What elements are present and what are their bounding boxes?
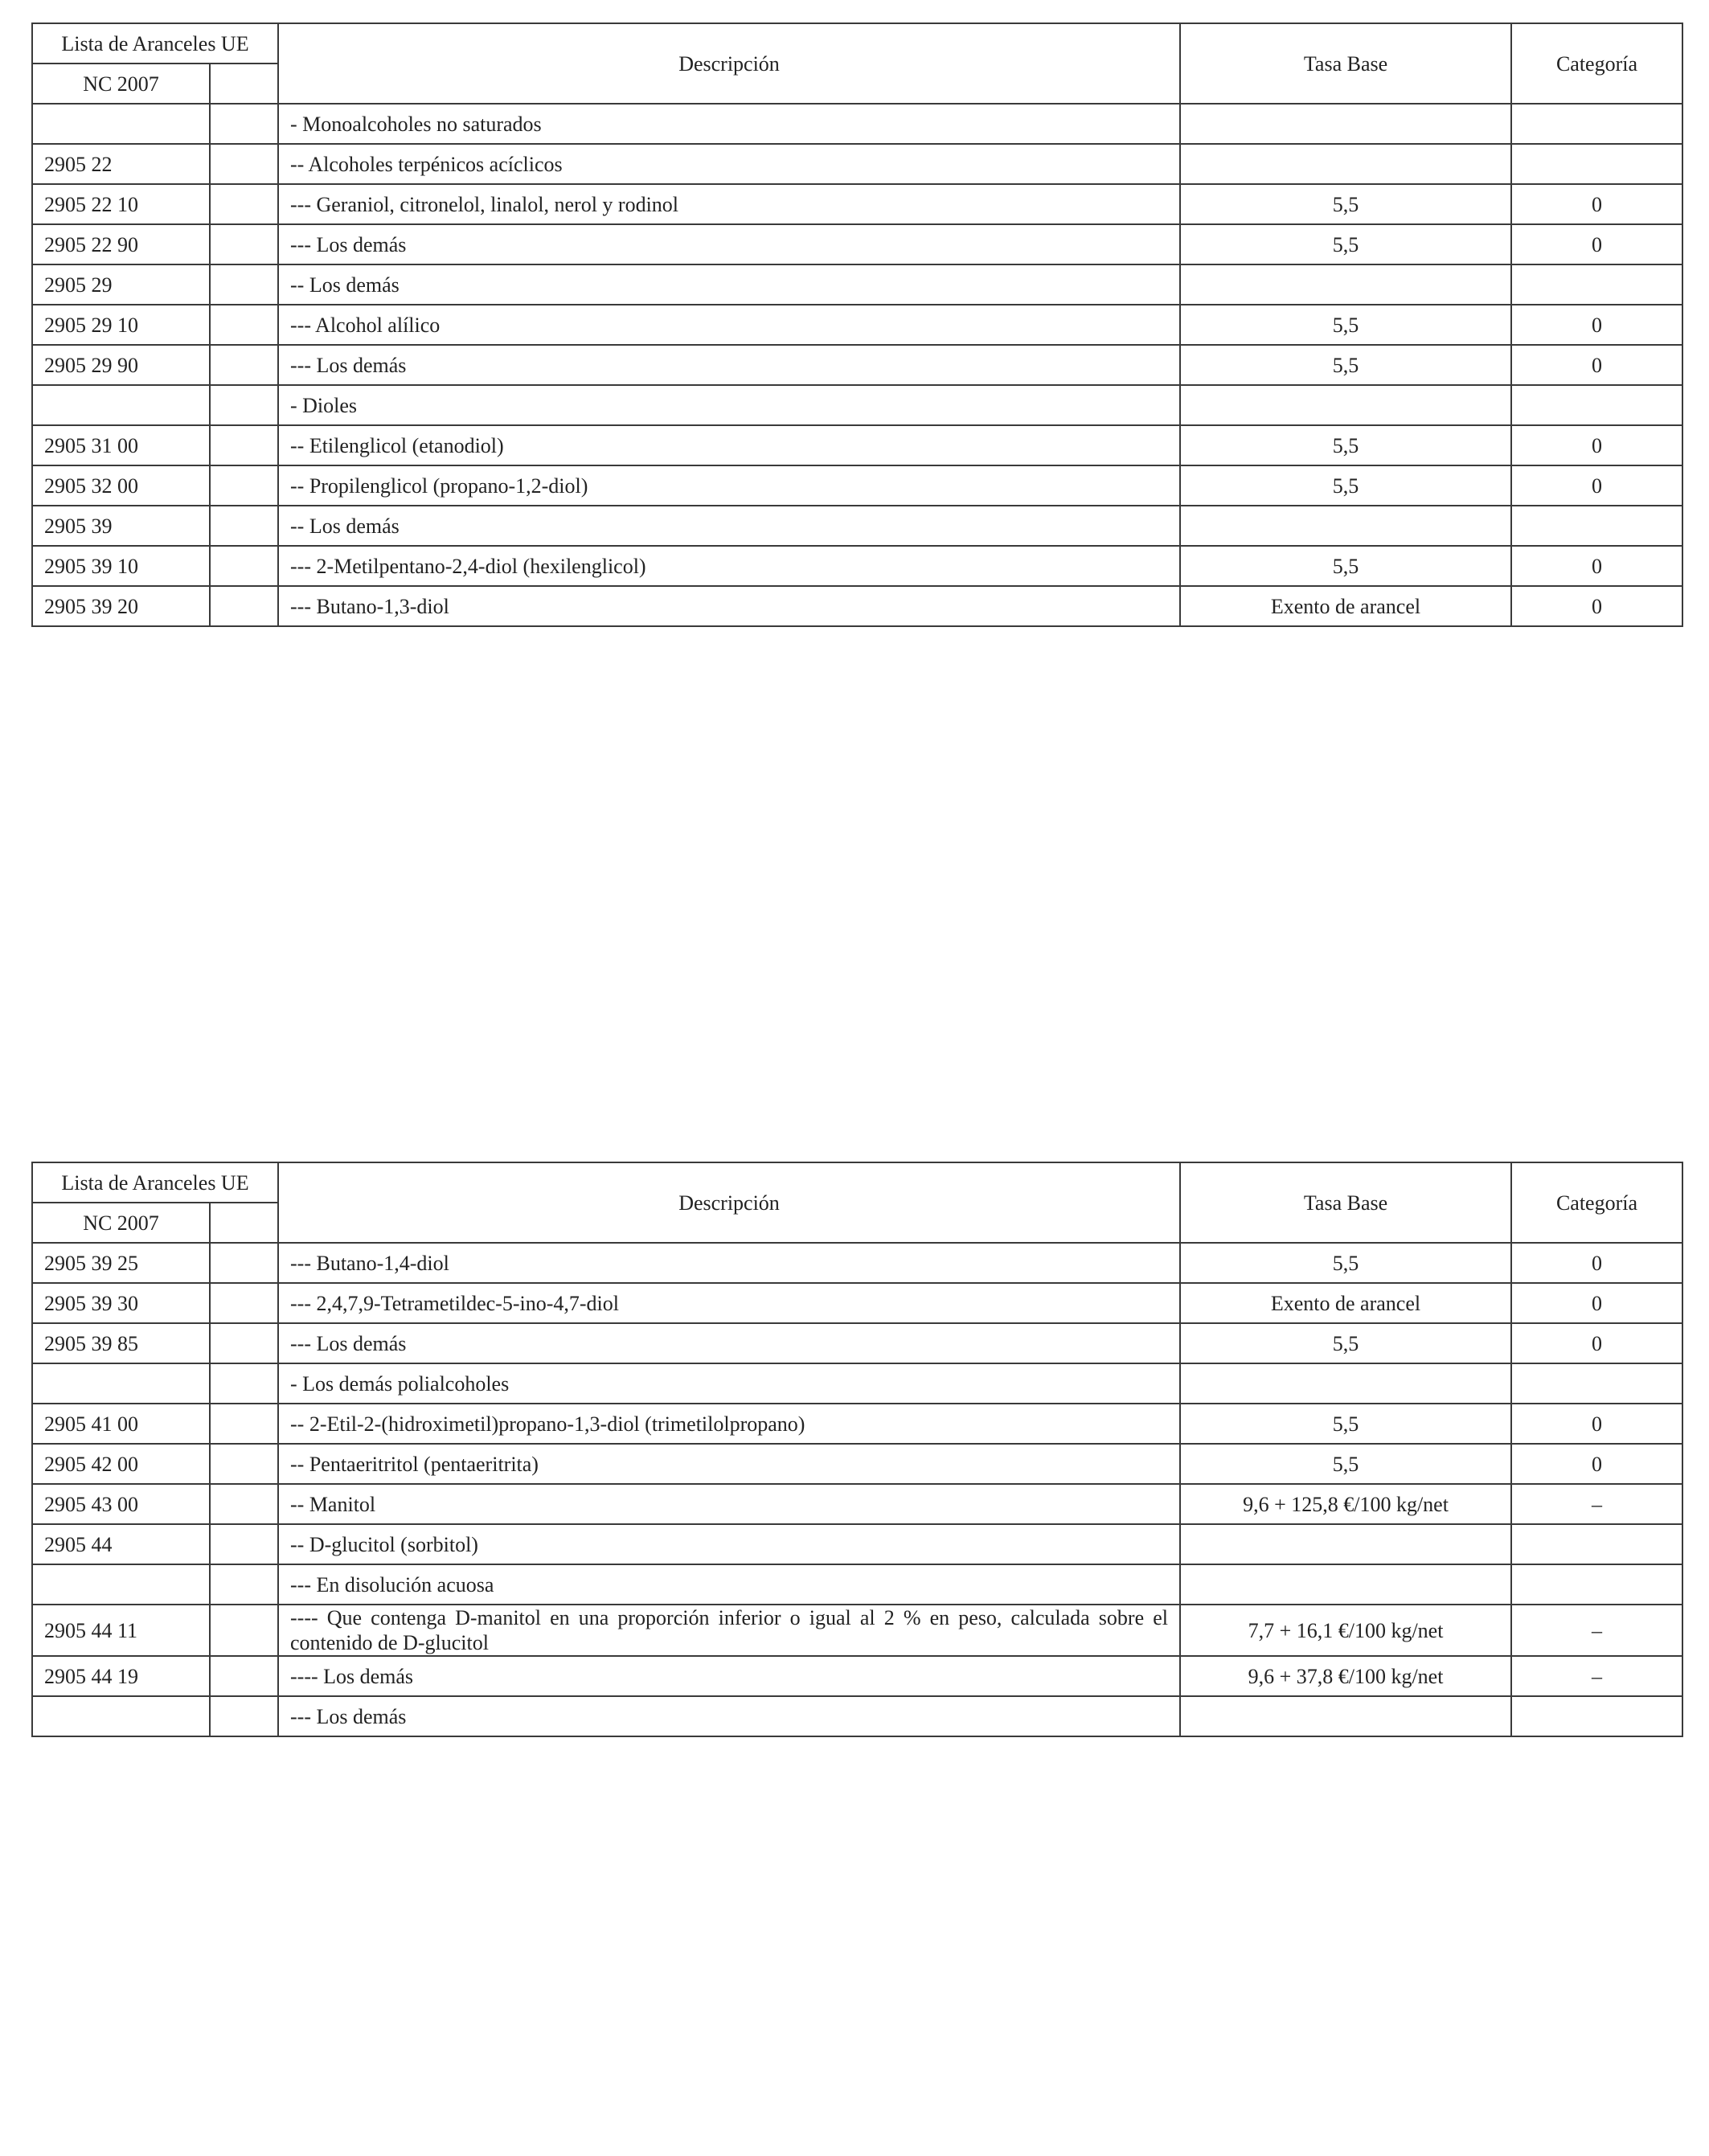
description-cell: --- Los demás [278, 1696, 1180, 1736]
tariff-code-cell: 2905 44 [32, 1524, 210, 1564]
description-cell: --- Alcohol alílico [278, 305, 1180, 345]
category-cell: 0 [1511, 1243, 1682, 1283]
base-rate-cell: 5,5 [1180, 465, 1511, 506]
description-cell: -- Etilenglicol (etanodiol) [278, 425, 1180, 465]
tariff-code-cell: 2905 39 85 [32, 1323, 210, 1363]
table-row [32, 1605, 1682, 1656]
category-cell: 0 [1511, 184, 1682, 224]
table-row [32, 425, 1682, 465]
description-cell: --- 2-Metilpentano-2,4-diol (hexilenglicol) [278, 546, 1180, 586]
table-row [32, 385, 1682, 425]
description-cell: --- Geraniol, citronelol, linalol, nerol y rodinol [278, 184, 1180, 224]
tariff-code-cell: 2905 39 20 [32, 586, 210, 626]
base-rate-cell [1180, 1564, 1511, 1605]
category-cell: 0 [1511, 425, 1682, 465]
base-rate-cell: 9,6 + 125,8 €/100 kg/net [1180, 1484, 1511, 1524]
base-rate-cell: 5,5 [1180, 1444, 1511, 1484]
category-cell: 0 [1511, 224, 1682, 264]
category-cell [1511, 1524, 1682, 1564]
description-cell: --- Los demás [278, 224, 1180, 264]
tariff-code-cell [32, 385, 210, 425]
blank-cell [210, 184, 278, 224]
base-rate-cell: 7,7 + 16,1 €/100 kg/net [1180, 1605, 1511, 1656]
description-cell: --- En disolución acuosa [278, 1564, 1180, 1605]
tariff-code-cell: 2905 22 10 [32, 184, 210, 224]
base-rate-cell: 9,6 + 37,8 €/100 kg/net [1180, 1656, 1511, 1696]
blank-cell [210, 1656, 278, 1696]
table-row [32, 305, 1682, 345]
blank-cell [210, 1696, 278, 1736]
table-row [32, 506, 1682, 546]
description-cell: --- Los demás [278, 345, 1180, 385]
base-rate-cell: 5,5 [1180, 305, 1511, 345]
base-rate-cell [1180, 506, 1511, 546]
table-row [32, 184, 1682, 224]
blank-cell [210, 425, 278, 465]
category-cell: 0 [1511, 1444, 1682, 1484]
description-cell: -- 2-Etil-2-(hidroximetil)propano-1,3-diol (trimetilolpropano) [278, 1404, 1180, 1444]
base-rate-cell: 5,5 [1180, 1323, 1511, 1363]
description-cell: ---- Que contenga D-manitol en una proporción inferior o igual al 2 % en peso, calculada sobre el contenido de D-glucitol [278, 1605, 1180, 1656]
blank-cell [210, 264, 278, 305]
category-header: Categoría [1511, 1162, 1682, 1243]
description-cell: -- Alcoholes terpénicos acíclicos [278, 144, 1180, 184]
tariff-code-cell: 2905 39 10 [32, 546, 210, 586]
tariff-code-cell: 2905 44 19 [32, 1656, 210, 1696]
category-cell: 0 [1511, 546, 1682, 586]
description-cell: --- 2,4,7,9-Tetrametildec-5-ino-4,7-diol [278, 1283, 1180, 1323]
blank-cell [210, 1444, 278, 1484]
category-cell: 0 [1511, 586, 1682, 626]
tariff-code-cell: 2905 22 90 [32, 224, 210, 264]
base-rate-cell [1180, 144, 1511, 184]
table-row [32, 1243, 1682, 1283]
tariff-code-cell [32, 104, 210, 144]
table-row [32, 1323, 1682, 1363]
blank-cell [210, 104, 278, 144]
base-rate-cell: 5,5 [1180, 425, 1511, 465]
table-row [32, 1444, 1682, 1484]
description-cell: -- Propilenglicol (propano-1,2-diol) [278, 465, 1180, 506]
base-rate-cell: 5,5 [1180, 224, 1511, 264]
base-rate-cell [1180, 1696, 1511, 1736]
nc-header: NC 2007 [32, 1203, 210, 1243]
tariff-code-cell [32, 1564, 210, 1605]
blank-cell [210, 465, 278, 506]
blank-cell [210, 1323, 278, 1363]
table-row [32, 144, 1682, 184]
tariff-code-cell [32, 1363, 210, 1404]
description-cell: -- D-glucitol (sorbitol) [278, 1524, 1180, 1564]
list-header: Lista de Aranceles UE [32, 23, 278, 64]
base-rate-cell: Exento de arancel [1180, 586, 1511, 626]
tariff-code-cell: 2905 31 00 [32, 425, 210, 465]
description-cell: - Dioles [278, 385, 1180, 425]
blank-cell [210, 1363, 278, 1404]
blank-cell [210, 506, 278, 546]
category-header: Categoría [1511, 23, 1682, 104]
base-rate-cell [1180, 264, 1511, 305]
tariff-code-cell: 2905 39 25 [32, 1243, 210, 1283]
blank-cell [210, 1243, 278, 1283]
blank-cell [210, 385, 278, 425]
description-cell: --- Butano-1,3-diol [278, 586, 1180, 626]
table-row [32, 264, 1682, 305]
blank-header-cell [210, 1203, 278, 1243]
table-row [32, 1524, 1682, 1564]
blank-cell [210, 1524, 278, 1564]
blank-header-cell [210, 64, 278, 104]
base-rate-cell: 5,5 [1180, 1243, 1511, 1283]
base-rate-cell: 5,5 [1180, 546, 1511, 586]
nc-header: NC 2007 [32, 64, 210, 104]
base-rate-cell [1180, 385, 1511, 425]
tariff-code-cell: 2905 32 00 [32, 465, 210, 506]
category-cell: – [1511, 1484, 1682, 1524]
table-row [32, 1696, 1682, 1736]
base-rate-cell: 5,5 [1180, 1404, 1511, 1444]
category-cell [1511, 144, 1682, 184]
tariff-table-2-body [32, 1162, 1682, 1736]
base-rate-cell: 5,5 [1180, 184, 1511, 224]
blank-cell [210, 224, 278, 264]
tariff-code-cell: 2905 29 90 [32, 345, 210, 385]
category-cell [1511, 1363, 1682, 1404]
tariff-code-cell: 2905 43 00 [32, 1484, 210, 1524]
table-row [32, 465, 1682, 506]
category-cell: 0 [1511, 1404, 1682, 1444]
category-cell: 0 [1511, 305, 1682, 345]
table-row [32, 1363, 1682, 1404]
tariff-table-2 [31, 1162, 1683, 1737]
category-cell [1511, 104, 1682, 144]
category-cell [1511, 1696, 1682, 1736]
description-cell: --- Butano-1,4-diol [278, 1243, 1180, 1283]
base-rate-header: Tasa Base [1180, 23, 1511, 104]
description-cell: - Los demás polialcoholes [278, 1363, 1180, 1404]
description-cell: -- Manitol [278, 1484, 1180, 1524]
table-row [32, 345, 1682, 385]
category-cell [1511, 1564, 1682, 1605]
tariff-code-cell [32, 1696, 210, 1736]
description-header: Descripción [278, 1162, 1180, 1243]
category-cell [1511, 264, 1682, 305]
category-cell [1511, 385, 1682, 425]
header-row [32, 23, 1682, 64]
category-cell: – [1511, 1605, 1682, 1656]
table-row [32, 1404, 1682, 1444]
table-row [32, 1656, 1682, 1696]
table-row [32, 104, 1682, 144]
description-cell: --- Los demás [278, 1323, 1180, 1363]
tariff-code-cell: 2905 29 10 [32, 305, 210, 345]
description-cell: - Monoalcoholes no saturados [278, 104, 1180, 144]
tariff-code-cell: 2905 42 00 [32, 1444, 210, 1484]
description-header: Descripción [278, 23, 1180, 104]
table-row [32, 1484, 1682, 1524]
category-cell [1511, 506, 1682, 546]
table-row [32, 1564, 1682, 1605]
base-rate-cell: Exento de arancel [1180, 1283, 1511, 1323]
tariff-code-cell: 2905 44 11 [32, 1605, 210, 1656]
tariff-code-cell: 2905 22 [32, 144, 210, 184]
tariff-code-cell: 2905 39 30 [32, 1283, 210, 1323]
category-cell: 0 [1511, 345, 1682, 385]
tariff-table-1 [31, 23, 1683, 627]
category-cell: 0 [1511, 1283, 1682, 1323]
table-row [32, 224, 1682, 264]
list-header: Lista de Aranceles UE [32, 1162, 278, 1203]
tariff-table-1-body [32, 23, 1682, 626]
blank-cell [210, 345, 278, 385]
description-cell: -- Los demás [278, 264, 1180, 305]
category-cell: 0 [1511, 465, 1682, 506]
blank-cell [210, 586, 278, 626]
tariff-code-cell: 2905 41 00 [32, 1404, 210, 1444]
base-rate-header: Tasa Base [1180, 1162, 1511, 1243]
table-row [32, 1283, 1682, 1323]
blank-cell [210, 1605, 278, 1656]
base-rate-cell: 5,5 [1180, 345, 1511, 385]
blank-cell [210, 1484, 278, 1524]
base-rate-cell [1180, 1363, 1511, 1404]
base-rate-cell [1180, 104, 1511, 144]
blank-cell [210, 1564, 278, 1605]
blank-cell [210, 546, 278, 586]
table-row [32, 586, 1682, 626]
blank-cell [210, 1283, 278, 1323]
table-row [32, 546, 1682, 586]
blank-cell [210, 305, 278, 345]
category-cell: 0 [1511, 1323, 1682, 1363]
category-cell: – [1511, 1656, 1682, 1696]
description-cell: -- Pentaeritritol (pentaeritrita) [278, 1444, 1180, 1484]
description-cell: -- Los demás [278, 506, 1180, 546]
base-rate-cell [1180, 1524, 1511, 1564]
tariff-code-cell: 2905 39 [32, 506, 210, 546]
blank-cell [210, 1404, 278, 1444]
header-row [32, 1162, 1682, 1203]
description-cell: ---- Los demás [278, 1656, 1180, 1696]
blank-cell [210, 144, 278, 184]
tariff-code-cell: 2905 29 [32, 264, 210, 305]
